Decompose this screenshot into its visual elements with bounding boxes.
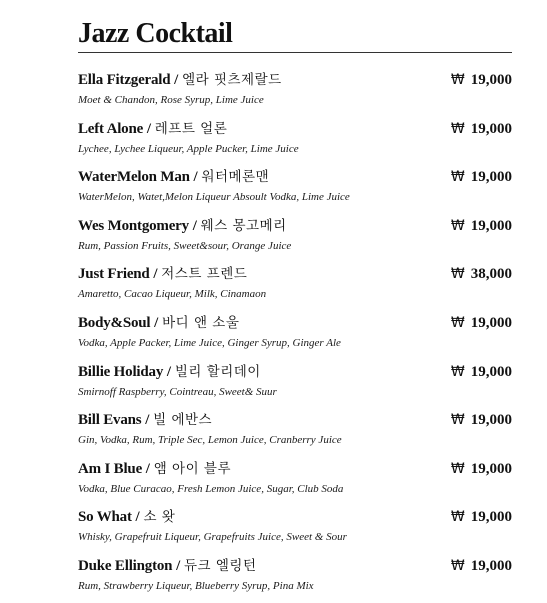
item-korean-name: 빌 에반스 (153, 412, 213, 429)
item-separator: / (146, 120, 151, 137)
item-separator: / (192, 217, 197, 234)
item-ingredients: Vodka, Apple Packer, Lime Juice, Ginger Syrup, Ginger Ale (78, 336, 341, 349)
item-separator: / (153, 266, 158, 283)
item-price (451, 311, 512, 335)
menu-item (78, 68, 512, 117)
menu-item (78, 505, 512, 554)
price-value: 19,000 (470, 72, 512, 88)
item-price (451, 262, 512, 286)
price-value: 19,000 (470, 557, 512, 574)
menu-item (78, 457, 512, 506)
menu-item (78, 360, 512, 409)
item-price (451, 165, 512, 189)
menu-item (78, 262, 512, 311)
item-name: WaterMelon Man (78, 169, 190, 186)
cocktail-list (78, 68, 512, 603)
item-ingredients: Rum, Strawberry Liqueur, Blueberry Syrup, Pina Mix (78, 579, 314, 592)
won-icon: ₩ (450, 217, 465, 234)
item-name: Duke Ellington (78, 557, 173, 574)
price-value: 19,000 (470, 412, 512, 429)
menu-item (78, 311, 512, 360)
item-name: Bill Evans (78, 412, 142, 429)
item-price (451, 554, 512, 578)
item-separator: / (135, 509, 140, 526)
item-price (451, 117, 512, 141)
menu-item (78, 408, 512, 457)
item-title-line (78, 214, 287, 238)
item-separator: / (166, 363, 172, 380)
item-title-line (78, 117, 227, 141)
won-icon: ₩ (450, 412, 465, 429)
item-korean-name: 바디 앤 소울 (162, 314, 240, 331)
won-icon: ₩ (450, 363, 465, 380)
item-ingredients: Moet & Chandon, Rose Syrup, Lime Juice (78, 94, 264, 106)
won-icon: ₩ (450, 120, 465, 137)
item-korean-name: 엘라 핏츠제랄드 (182, 72, 282, 88)
item-title-line (78, 457, 231, 481)
item-separator: / (174, 72, 179, 88)
menu-item (78, 117, 512, 166)
item-separator: / (154, 314, 159, 331)
won-icon: ₩ (450, 460, 465, 477)
item-korean-name: 소 왓 (143, 509, 176, 526)
item-title-line (78, 408, 212, 432)
item-title-line (78, 505, 175, 529)
item-name: Wes Montgomery (78, 217, 189, 234)
item-korean-name: 듀크 엘링턴 (183, 557, 257, 574)
item-name: Just Friend (78, 266, 150, 283)
item-title-line (78, 554, 256, 578)
price-value: 38,000 (470, 266, 512, 283)
price-value: 19,000 (470, 460, 512, 477)
item-title-line (78, 311, 239, 335)
won-icon: ₩ (450, 314, 465, 331)
item-name: Body&Soul (78, 314, 151, 331)
item-price (451, 68, 512, 92)
item-korean-name: 레프트 얼론 (154, 120, 228, 137)
item-ingredients: Smirnoff Raspberry, Cointreau, Sweet& Suur (78, 385, 277, 398)
price-value: 19,000 (470, 509, 512, 526)
menu-item (78, 554, 512, 603)
item-ingredients: Vodka, Blue Curacao, Fresh Lemon Juice, Sugar, Club Soda (78, 482, 344, 495)
item-korean-name: 앰 아이 블루 (153, 460, 232, 477)
item-title-line (78, 165, 269, 189)
item-ingredients: Lychee, Lychee Liqueur, Apple Pucker, Lime Juice (78, 142, 299, 155)
item-korean-name: 워터메론맨 (201, 169, 270, 186)
won-icon: ₩ (450, 557, 465, 574)
item-name: So What (78, 509, 132, 526)
won-icon: ₩ (450, 72, 465, 88)
won-icon: ₩ (450, 266, 465, 283)
item-ingredients: Rum, Passion Fruits, Sweet&sour, Orange Juice (78, 239, 292, 252)
item-title-line (78, 360, 261, 384)
price-value: 19,000 (470, 169, 512, 186)
item-ingredients: Amaretto, Cacao Liqueur, Milk, Cinamaon (78, 288, 267, 301)
item-separator: / (145, 460, 150, 477)
item-ingredients: Whisky, Grapefruit Liqueur, Grapefruits Juice, Sweet & Sour (78, 531, 347, 544)
item-name: Ella Fitzgerald (78, 72, 171, 88)
won-icon: ₩ (450, 509, 465, 526)
menu-item (78, 214, 512, 263)
item-separator: / (176, 557, 181, 574)
item-price (451, 505, 512, 529)
item-separator: / (193, 169, 198, 186)
item-name: Am I Blue (78, 460, 143, 477)
item-name: Left Alone (78, 120, 144, 137)
item-ingredients: Gin, Vodka, Rum, Triple Sec, Lemon Juice, Cranberry Juice (78, 434, 342, 447)
menu-item (78, 165, 512, 214)
item-korean-name: 빌리 할리데이 (174, 363, 261, 380)
item-name: Billie Holiday (78, 363, 164, 380)
item-price (451, 214, 512, 238)
item-separator: / (145, 412, 150, 429)
item-price (451, 408, 512, 432)
won-icon: ₩ (450, 169, 465, 186)
price-value: 19,000 (470, 120, 512, 137)
item-ingredients: WaterMelon, Watet,Melon Liqueur Absoult Vodka, Lime Juice (78, 191, 350, 204)
price-value: 19,000 (470, 217, 512, 234)
price-value: 19,000 (470, 314, 512, 331)
menu-title: Jazz Cocktail (78, 18, 233, 49)
item-korean-name: 웨스 몽고메리 (200, 217, 287, 234)
price-value: 19,000 (470, 363, 512, 380)
item-price (451, 457, 512, 481)
item-title-line (78, 68, 282, 92)
item-title-line (78, 262, 247, 286)
item-price (451, 360, 512, 384)
item-korean-name: 저스트 프렌드 (161, 266, 248, 283)
title-divider (78, 52, 512, 53)
